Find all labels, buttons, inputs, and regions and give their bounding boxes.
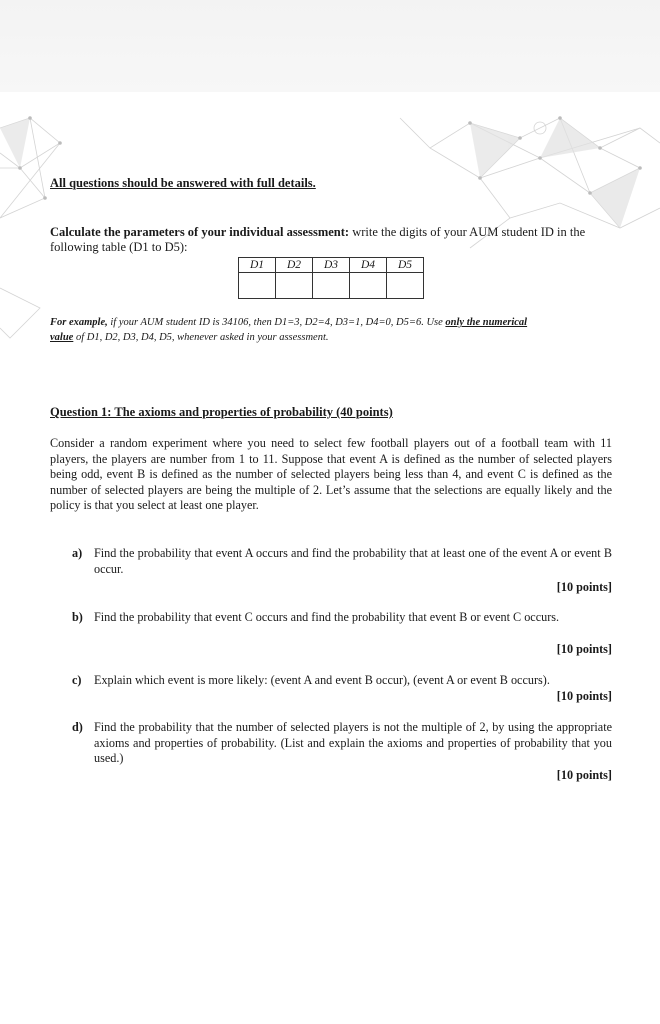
part-label: d) (72, 720, 83, 734)
part-c-points: [10 points] (556, 689, 612, 703)
student-id-digits-table (238, 257, 424, 299)
question-part-a (72, 546, 612, 577)
question-part-c (72, 673, 612, 689)
example-note-lead: For example, (50, 317, 108, 328)
question-part-d (72, 720, 612, 767)
example-note-emphasis-1: only the numerical (445, 317, 528, 328)
question-part-b (72, 610, 612, 626)
part-text: Explain which event is more likely: (event A and event B occur), (event A or event B occurs). (94, 673, 550, 687)
digit-header-d4: D4 (350, 258, 387, 273)
viewer-top-bar (0, 0, 660, 92)
part-label: a) (72, 546, 83, 560)
digit-cell-d4[interactable] (350, 273, 387, 299)
digit-cell-d1[interactable] (239, 273, 276, 299)
parameters-instruction (50, 225, 612, 255)
digit-cell-d5[interactable] (387, 273, 424, 299)
question-1-intro: Consider a random experiment where you need to select few football players out of a football team with 11 players, the players are number from 1 to 11. Suppose that event A is defined as the number of selected players being odd, event B is defined as the number of selected players being less than 4, and event C is defined as the number of selected players are being the multiple of 2. Let’s assume that the selections are equally likely and the policy is that you select at least one player. (50, 436, 612, 513)
part-b-points: [10 points] (556, 642, 612, 656)
parameters-instruction-bold: Calculate the parameters of your individual assessment: (50, 225, 350, 239)
part-label: c) (72, 673, 82, 687)
part-text: Find the probability that the number of selected players is not the multiple of 2, by using the appropriate axioms and properties of probability. (List and explain the axioms and properties of probability that you used.) (94, 720, 612, 766)
digit-header-d2: D2 (276, 258, 313, 273)
part-a-points: [10 points] (556, 580, 612, 594)
instructions-heading: All questions should be answered with full details. (50, 176, 316, 190)
digit-cell-d3[interactable] (313, 273, 350, 299)
example-note (50, 315, 612, 345)
digits-value-row (239, 273, 424, 299)
example-note-emphasis-2: value (50, 332, 74, 343)
digit-header-d1: D1 (239, 258, 276, 273)
parameters-instruction-text: write the digits of your AUM student ID in the following table (D1 to D5): (50, 225, 586, 254)
part-label: b) (72, 610, 83, 624)
part-text: Find the probability that event A occurs and find the probability that at least one of the event A or event B occur. (94, 546, 612, 576)
digit-header-d3: D3 (313, 258, 350, 273)
part-d-points: [10 points] (556, 768, 612, 782)
example-note-text: if your AUM student ID is 34106, then D1=3, D2=4, D3=1, D4=0, D5=6. Use (107, 317, 446, 328)
question-1-title: Question 1: The axioms and properties of probability (40 points) (50, 405, 393, 419)
part-text: Find the probability that event C occurs and find the probability that event B or event C occurs. (94, 610, 560, 624)
example-note-tail: of D1, D2, D3, D4, D5, whenever asked in your assessment. (73, 332, 329, 343)
digits-header-row (239, 258, 424, 273)
digit-header-d5: D5 (387, 258, 424, 273)
digit-cell-d2[interactable] (276, 273, 313, 299)
